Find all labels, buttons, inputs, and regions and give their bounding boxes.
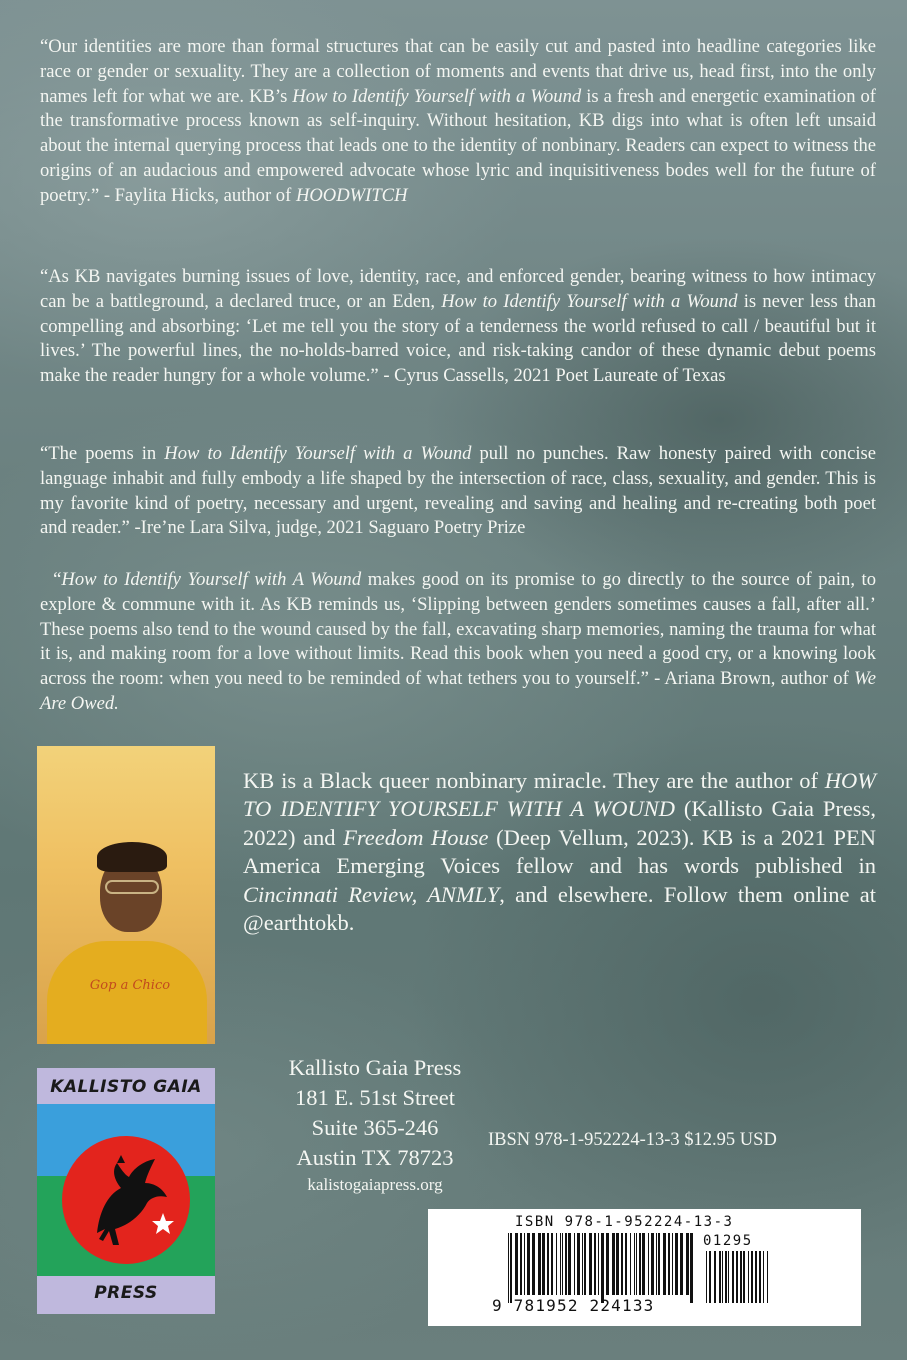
publisher-logo bbox=[37, 1068, 215, 1314]
barcode-bar bbox=[520, 1233, 522, 1295]
barcode-bar bbox=[663, 1233, 666, 1295]
barcode-bar bbox=[672, 1233, 673, 1295]
rooster-emblem-icon bbox=[59, 1133, 193, 1267]
barcode-addon-text: 01295 bbox=[703, 1233, 753, 1249]
book-title: How to Identify Yourself with a Wound bbox=[164, 443, 472, 464]
blurb-cyrus-cassells bbox=[40, 265, 876, 389]
barcode-bar bbox=[612, 1233, 615, 1295]
barcode-bar bbox=[706, 1251, 707, 1303]
barcode-bar bbox=[714, 1251, 716, 1303]
barcode-bar bbox=[736, 1251, 738, 1303]
quote-text: is never less than compelling and absorbing: ‘Let me tell you the story of a tenderness the world refused to call / beautiful but it lives.’ The powerful lines, the no-holds-barred voice, and risk-taking candor of these dynamic debut poems make the reader hungry for a whole volume.” - Cyrus Cassells, 2021 Poet Laureate of Texas bbox=[40, 290, 876, 387]
bio-text: (Kallisto Gaia Press, 2022) and bbox=[243, 796, 877, 850]
barcode-bar bbox=[601, 1233, 604, 1303]
publisher-name: Kallisto Gaia Press bbox=[288, 1055, 462, 1080]
publisher-website: kalistogaiapress.org bbox=[307, 1175, 443, 1194]
quote-text: “Our identities are more than formal structures that can be easily cut and pasted into headline categories like race or gender or sexuality. They are a collection of moments and events that drive us, head first, into the only names left for what we are. KB’s bbox=[40, 36, 876, 107]
barcode-bar bbox=[675, 1233, 678, 1295]
barcode-bar bbox=[648, 1233, 649, 1295]
barcode-bar bbox=[709, 1251, 711, 1303]
barcode-bar bbox=[574, 1233, 575, 1295]
quote-text: “As KB navigates burning issues of love, identity, race, and enforced gender, bearing witness to how intimacy can be a battleground, a declared truce, or an Eden, bbox=[40, 266, 876, 312]
publisher-city: Austin TX 78723 bbox=[296, 1145, 454, 1170]
barcode-bar bbox=[508, 1233, 509, 1303]
barcode-isbn-text: ISBN 978-1-952224-13-3 bbox=[515, 1214, 734, 1230]
shirt-text: Gop a Chico bbox=[89, 978, 171, 993]
barcode-bar bbox=[725, 1251, 727, 1303]
barcode-bar bbox=[658, 1233, 660, 1295]
book-title: How to Identify Yourself with a Wound bbox=[292, 85, 582, 107]
barcode-bar bbox=[532, 1233, 535, 1295]
barcode-bar bbox=[589, 1233, 592, 1295]
bio-book-title: Freedom House bbox=[343, 824, 489, 850]
barcode-bar bbox=[722, 1251, 723, 1303]
barcode-bar bbox=[560, 1233, 561, 1295]
barcode-bar bbox=[636, 1233, 637, 1295]
blurb-ariana-brown bbox=[40, 568, 876, 717]
bio-publications: Cincinnati Review, ANMLY bbox=[243, 881, 500, 907]
barcode-bar bbox=[668, 1233, 670, 1295]
barcode-bar bbox=[651, 1233, 654, 1295]
source-title: We Are Owed. bbox=[40, 668, 876, 714]
barcode-bar bbox=[582, 1233, 583, 1295]
barcode-bar bbox=[527, 1233, 530, 1295]
barcode-bar bbox=[542, 1233, 545, 1295]
barcode-bar bbox=[686, 1233, 689, 1295]
quote-text: pull no punches. Raw honesty paired with concise language inhabit and fully embody a life shaped by the intersection of race, class, sexuality, and gender. This is my favorite kind of poetry, necessary and urgent, revealing and saving and healing and re-creating both poet and reader.” -Ire’ne Lara Silva, judge, 2021 Saguaro Poetry Prize bbox=[40, 443, 876, 539]
bio-text: , and elsewhere. Follow them online at @earthtokb. bbox=[243, 881, 876, 936]
barcode-bar bbox=[565, 1233, 567, 1295]
publisher-street: 181 E. 51st Street bbox=[295, 1085, 455, 1110]
author-bio bbox=[243, 767, 876, 937]
barcode-bar bbox=[625, 1233, 627, 1295]
author-photo bbox=[37, 746, 215, 1044]
logo-top-text: KALLISTO GAIA bbox=[50, 1077, 202, 1097]
barcode-bar bbox=[732, 1251, 734, 1303]
isbn-price: IBSN 978-1-952224-13-3 $12.95 USD bbox=[488, 1130, 777, 1150]
barcode-bar bbox=[568, 1233, 571, 1295]
barcode-bar bbox=[642, 1233, 645, 1295]
barcode-bar bbox=[680, 1233, 683, 1295]
barcode-bar bbox=[621, 1233, 623, 1295]
barcode-bar bbox=[719, 1251, 721, 1303]
blurb-irene-lara-silva bbox=[40, 442, 876, 541]
barcode-bar bbox=[639, 1233, 641, 1295]
book-title: How to Identify Yourself with A Wound bbox=[61, 569, 362, 590]
barcode-bar bbox=[616, 1233, 619, 1295]
barcode-bar bbox=[562, 1233, 563, 1295]
barcode-bar bbox=[598, 1233, 599, 1295]
barcode-bar bbox=[740, 1251, 742, 1303]
publisher-suite: Suite 365-246 bbox=[311, 1115, 439, 1140]
barcode-bar bbox=[656, 1233, 657, 1295]
publisher-address bbox=[270, 1053, 480, 1197]
author-hair bbox=[97, 842, 167, 872]
barcode-bar bbox=[510, 1233, 512, 1303]
barcode bbox=[428, 1209, 861, 1326]
bio-book-title: HOW TO IDENTIFY YOURSELF WITH A WOUND bbox=[243, 768, 876, 822]
barcode-ean-text: 9 781952 224133 bbox=[492, 1296, 655, 1315]
quote-text: is a fresh and energetic examination of the transformative process known as self-inquiry. Without hesitation, KB digs into what is often left unsaid about the internal querying process that leads one to the identity of nonbinary. Readers can expect to witness the origins of an audacious and empowered advocate whose lyric and inquisitiveness bodes well for the future of poetry.” - Faylita Hicks, author of bbox=[40, 85, 876, 206]
barcode-bar bbox=[556, 1233, 557, 1295]
barcode-bar bbox=[759, 1251, 761, 1303]
author-glasses bbox=[105, 880, 159, 894]
barcode-bar bbox=[577, 1233, 580, 1295]
logo-bottom-text: PRESS bbox=[94, 1283, 158, 1303]
source-title: HOODWITCH bbox=[295, 184, 408, 206]
barcode-bar bbox=[763, 1251, 764, 1303]
bio-text: (Deep Vellum, 2023). KB is a 2021 PEN America Emerging Voices fellow and has words published in bbox=[243, 824, 876, 879]
barcode-bar bbox=[728, 1251, 729, 1303]
blurb-faylita-hicks bbox=[40, 35, 876, 209]
barcode-bar bbox=[755, 1251, 757, 1303]
barcode-bar bbox=[634, 1233, 635, 1295]
barcode-bar bbox=[594, 1233, 596, 1295]
bio-text: KB is a Black queer nonbinary miracle. They are the author of bbox=[243, 768, 825, 793]
barcode-bar bbox=[551, 1233, 553, 1295]
barcode-bar bbox=[584, 1233, 586, 1295]
barcode-bar bbox=[515, 1233, 518, 1295]
barcode-bar bbox=[606, 1233, 609, 1295]
quote-text: makes good on its promise to go directly to the source of pain, to explore & commune with it. As KB reminds us, ‘Slipping between genders sometimes causes a fall, after all.’ These poems also tend to the wound caused by the fall, excavating sharp memories, naming the trauma for what it is, and making room for a love without limits. Read this book when you need a good cry, or a knowing look across the room: when you need to be reminded of what tethers you to yourself.” - Ariana Brown, author of bbox=[40, 569, 876, 690]
barcode-bar bbox=[767, 1251, 768, 1303]
book-title: How to Identify Yourself with a Wound bbox=[441, 290, 738, 312]
barcode-bar bbox=[748, 1251, 749, 1303]
barcode-bar bbox=[743, 1251, 745, 1303]
barcode-bar bbox=[538, 1233, 541, 1295]
quote-text: “The poems in bbox=[40, 443, 165, 464]
barcode-bar bbox=[630, 1233, 631, 1295]
quote-text: “ bbox=[53, 569, 62, 590]
barcode-bar bbox=[690, 1233, 693, 1303]
barcode-bar bbox=[547, 1233, 549, 1295]
barcode-bar bbox=[751, 1251, 753, 1303]
barcode-bar bbox=[524, 1233, 525, 1295]
